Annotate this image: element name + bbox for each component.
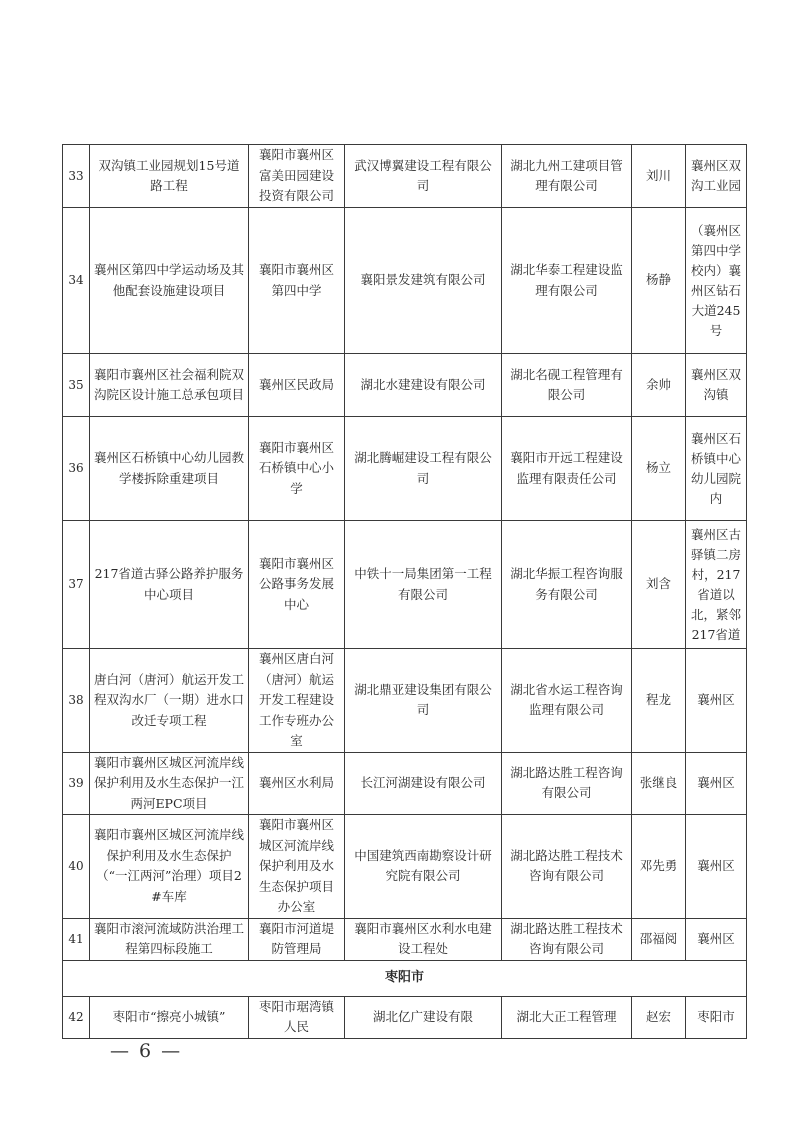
project-name: 襄阳市襄州区城区河流岸线保护利用及水生态保护一江两河EPC项目 <box>90 752 249 815</box>
project-location: 襄州区 <box>686 918 747 960</box>
owner-unit: 襄州区水利局 <box>249 752 345 815</box>
supervisor-unit: 湖北大正工程管理 <box>502 996 632 1038</box>
project-location: （襄州区第四中学校内）襄州区钻石大道245号 <box>686 208 747 354</box>
project-table <box>62 144 747 1039</box>
owner-unit: 襄阳市襄州区第四中学 <box>249 208 345 354</box>
owner-unit: 襄阳市襄州区石桥镇中心小学 <box>249 417 345 521</box>
table-row <box>63 145 747 208</box>
owner-unit: 襄阳市襄州区富美田园建设投资有限公司 <box>249 145 345 208</box>
responsible-person: 程龙 <box>632 649 686 753</box>
section-header-row <box>63 960 747 996</box>
owner-unit: 枣阳市琚湾镇人民 <box>249 996 345 1038</box>
contractor-unit: 中国建筑西南勘察设计研究院有限公司 <box>345 815 502 919</box>
project-location: 襄州区双沟镇 <box>686 354 747 417</box>
responsible-person: 赵宏 <box>632 996 686 1038</box>
row-number: 35 <box>63 354 90 417</box>
table-row <box>63 354 747 417</box>
contractor-unit: 湖北亿广建设有限 <box>345 996 502 1038</box>
row-number: 36 <box>63 417 90 521</box>
responsible-person: 杨立 <box>632 417 686 521</box>
table-row <box>63 996 747 1038</box>
row-number: 37 <box>63 521 90 649</box>
supervisor-unit: 湖北华泰工程建设监理有限公司 <box>502 208 632 354</box>
project-name: 襄阳市襄州区城区河流岸线保护利用及水生态保护（“一江两河”治理）项目2#车库 <box>90 815 249 919</box>
responsible-person: 刘川 <box>632 145 686 208</box>
supervisor-unit: 湖北省水运工程咨询监理有限公司 <box>502 649 632 753</box>
supervisor-unit: 湖北路达胜工程技术咨询有限公司 <box>502 815 632 919</box>
table-row <box>63 521 747 649</box>
responsible-person: 邵福阅 <box>632 918 686 960</box>
row-number: 41 <box>63 918 90 960</box>
project-name: 襄阳市襄州区社会福利院双沟院区设计施工总承包项目 <box>90 354 249 417</box>
project-location: 襄州区古驿镇二房村，217省道以北，紧邻217省道 <box>686 521 747 649</box>
supervisor-unit: 湖北路达胜工程技术咨询有限公司 <box>502 918 632 960</box>
table-row <box>63 208 747 354</box>
responsible-person: 余帅 <box>632 354 686 417</box>
responsible-person: 张继良 <box>632 752 686 815</box>
row-number: 39 <box>63 752 90 815</box>
owner-unit: 襄阳市襄州区城区河流岸线保护利用及水生态保护项目办公室 <box>249 815 345 919</box>
project-name: 唐白河（唐河）航运开发工程双沟水厂（一期）进水口改迁专项工程 <box>90 649 249 753</box>
table-row <box>63 918 747 960</box>
responsible-person: 杨静 <box>632 208 686 354</box>
owner-unit: 襄州区民政局 <box>249 354 345 417</box>
project-name: 襄阳市滚河流域防洪治理工程第四标段施工 <box>90 918 249 960</box>
responsible-person: 刘含 <box>632 521 686 649</box>
supervisor-unit: 湖北九州工建项目管理有限公司 <box>502 145 632 208</box>
row-number: 42 <box>63 996 90 1038</box>
supervisor-unit: 湖北路达胜工程咨询有限公司 <box>502 752 632 815</box>
contractor-unit: 湖北腾崛建设工程有限公司 <box>345 417 502 521</box>
supervisor-unit: 湖北名砚工程管理有限公司 <box>502 354 632 417</box>
contractor-unit: 长江河湖建设有限公司 <box>345 752 502 815</box>
project-name: 襄州区石桥镇中心幼儿园教学楼拆除重建项目 <box>90 417 249 521</box>
contractor-unit: 中铁十一局集团第一工程有限公司 <box>345 521 502 649</box>
row-number: 40 <box>63 815 90 919</box>
project-name: 襄州区第四中学运动场及其他配套设施建设项目 <box>90 208 249 354</box>
project-name: 217省道古驿公路养护服务中心项目 <box>90 521 249 649</box>
responsible-person: 邓先勇 <box>632 815 686 919</box>
owner-unit: 襄阳市襄州区公路事务发展中心 <box>249 521 345 649</box>
supervisor-unit: 襄阳市开远工程建设监理有限责任公司 <box>502 417 632 521</box>
contractor-unit: 襄阳景发建筑有限公司 <box>345 208 502 354</box>
project-location: 襄州区 <box>686 752 747 815</box>
project-location: 枣阳市 <box>686 996 747 1038</box>
project-name: 枣阳市“擦亮小城镇” <box>90 996 249 1038</box>
section-title: 枣阳市 <box>63 960 747 996</box>
supervisor-unit: 湖北华振工程咨询服务有限公司 <box>502 521 632 649</box>
project-location: 襄州区石桥镇中心幼儿园院内 <box>686 417 747 521</box>
contractor-unit: 襄阳市襄州区水利水电建设工程处 <box>345 918 502 960</box>
table-row <box>63 417 747 521</box>
row-number: 38 <box>63 649 90 753</box>
owner-unit: 襄阳市河道堤防管理局 <box>249 918 345 960</box>
row-number: 33 <box>63 145 90 208</box>
row-number: 34 <box>63 208 90 354</box>
contractor-unit: 湖北鼎亚建设集团有限公司 <box>345 649 502 753</box>
table-row <box>63 752 747 815</box>
contractor-unit: 武汉博翼建设工程有限公司 <box>345 145 502 208</box>
table-row <box>63 649 747 753</box>
project-name: 双沟镇工业园规划15号道路工程 <box>90 145 249 208</box>
owner-unit: 襄州区唐白河（唐河）航运开发工程建设工作专班办公室 <box>249 649 345 753</box>
project-location: 襄州区 <box>686 649 747 753</box>
project-location: 襄州区 <box>686 815 747 919</box>
table-row <box>63 815 747 919</box>
contractor-unit: 湖北水建建设有限公司 <box>345 354 502 417</box>
project-location: 襄州区双沟工业园 <box>686 145 747 208</box>
page-number: — 6 — <box>110 1040 183 1062</box>
